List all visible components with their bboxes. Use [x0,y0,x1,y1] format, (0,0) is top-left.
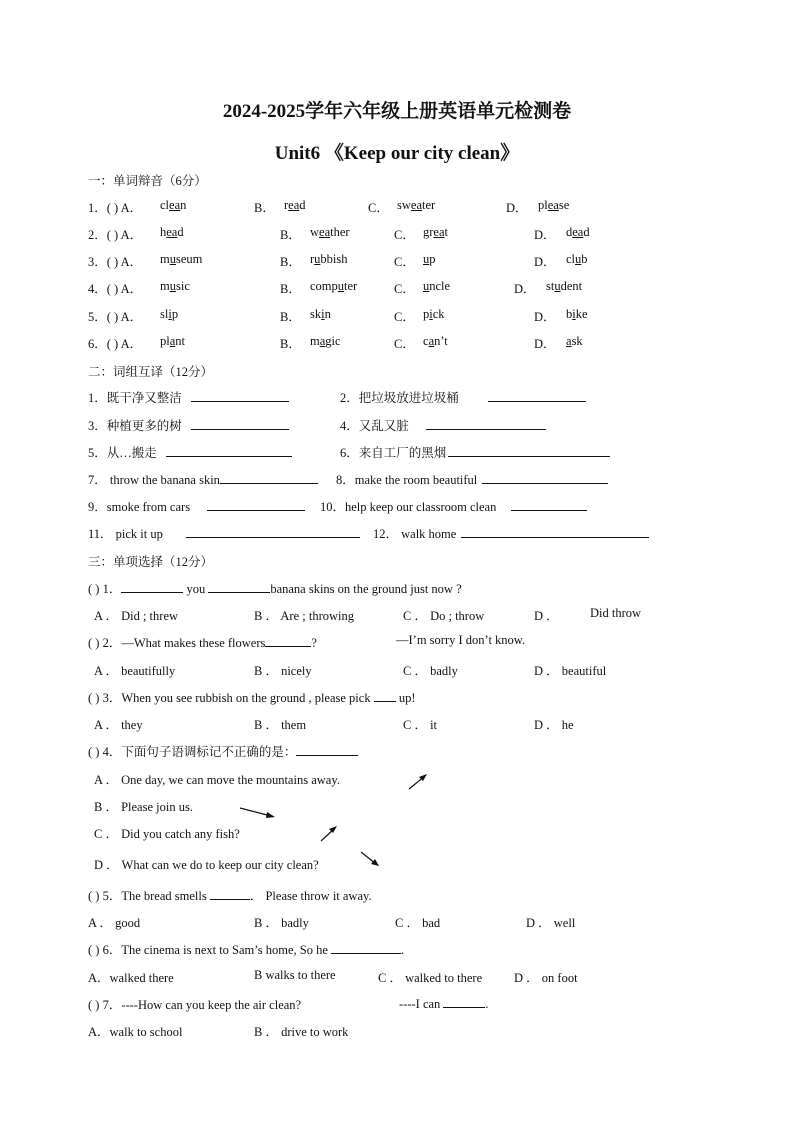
option-a-word: clean [160,198,187,212]
choice-q1-b: B ． Are ; throwing [254,609,354,623]
option-b-word: read [284,198,306,212]
question-number: 2．( ) A． [88,228,143,242]
falling-arrow-icon [358,849,382,869]
rising-arrow-icon [406,772,430,792]
option-d-word: ask [566,334,583,348]
section-1-heading: 一：单词辩音（6分） [88,174,207,188]
phrase-q3: 3．种植更多的树 [88,416,289,434]
option-b-word: weather [310,225,350,239]
choice-q2-reply: —I’m sorry I don’t know. [396,633,526,647]
choice-q7-a: A．walk to school [88,1025,183,1039]
option-a-word: head [160,225,184,239]
option-d-word: student [546,279,583,293]
option-c-label: C． [394,310,415,324]
choice-q3-c: C ． it [403,718,438,732]
option-c-label: C． [394,255,415,269]
choice-q2: ( ) 2．—What makes these flowers ? [88,636,317,650]
choice-q4-d: D ． What can we do to keep our city clean? [94,858,319,872]
option-a-word: music [160,279,190,293]
choice-q5-c: C ． bad [395,916,441,930]
option-d-word: please [538,198,570,212]
choice-q2-b: B ． nicely [254,664,312,678]
phrase-q10: 10．help keep our classroom clean [320,497,587,515]
phrase-q12: 12． walk home [373,524,649,542]
option-a-word: slip [160,307,179,321]
choice-q6-b: B walks to there [254,968,336,982]
option-b-label: B． [280,310,301,324]
choice-q4-b: B ． Please join us. [94,800,193,814]
choice-q7: ( ) 7．----How can you keep the air clean? [88,998,302,1012]
option-c-label: C． [368,201,389,215]
option-d-label: D． [506,201,528,215]
option-a-word: museum [160,252,203,266]
option-c-label: C． [394,337,415,351]
option-d-word: club [566,252,588,266]
phrase-q11: 11． pick it up [88,524,360,542]
option-c-word: great [423,225,449,239]
option-b-label: B． [280,337,301,351]
choice-q3-a: A ． they [94,718,143,732]
section-2-heading: 二：词组互译（12分） [88,365,214,379]
option-a-word: plant [160,334,186,348]
choice-q4-c: C ． Did you catch any fish? [94,827,240,841]
choice-q2-d: D ． beautiful [534,664,607,678]
choice-q4: ( ) 4．下面句子语调标记不正确的是： [88,742,358,760]
phrase-q6: 6．来自工厂的黑烟 [340,443,610,461]
choice-q1-d: Did throw [590,606,642,620]
option-d-label: D． [514,282,536,296]
choice-q5-b: B ． badly [254,916,309,930]
phrase-q1: 1．既干净又整洁 [88,388,289,406]
page-subtitle: Unit6 《Keep our city clean》 [274,143,520,164]
option-d-word: dead [566,225,590,239]
phrase-q4: 4．又乱又脏 [340,416,546,434]
option-c-word: up [423,252,436,266]
option-b-label: B． [254,201,275,215]
choice-q3-b: B ． them [254,718,307,732]
option-c-word: uncle [423,279,451,293]
question-number: 4．( ) A． [88,282,143,296]
choice-q3: ( ) 3．When you see rubbish on the ground , please pick up! [88,691,416,705]
option-c-word: can’t [423,334,448,348]
option-c-label: C． [394,282,415,296]
choice-q1-a: A ． Did ; threw [94,609,179,623]
choice-q6-d: D ． on foot [514,971,578,985]
choice-q7-b: B ． drive to work [254,1025,349,1039]
falling-arrow-icon [239,806,277,820]
phrase-q9: 9．smoke from cars [88,497,305,515]
question-number: 5．( ) A． [88,310,143,324]
option-b-word: skin [310,307,331,321]
phrase-q2: 2．把垃圾放进垃圾桶 [340,388,586,406]
choice-q6: ( ) 6．The cinema is next to Sam’s home, So he . [88,943,405,957]
section-3-heading: 三：单项选择（12分） [88,555,214,569]
question-number: 3．( ) A． [88,255,143,269]
choice-q2-c: C ． badly [403,664,458,678]
rising-arrow-icon [318,824,340,844]
choice-q1-d-label: D ． [534,609,559,623]
choice-q6-c: C ． walked to there [378,971,483,985]
choice-q5-d: D ． well [526,916,576,930]
option-b-word: rubbish [310,252,348,266]
option-c-label: C． [394,228,415,242]
option-d-label: D． [534,310,556,324]
option-c-word: sweater [397,198,436,212]
option-b-word: magic [310,334,341,348]
option-b-label: B． [280,228,301,242]
choice-q5: ( ) 5．The bread smells ． Please throw it away. [88,889,372,903]
option-c-word: pick [423,307,445,321]
choice-q6-a: A．walked there [88,971,174,985]
option-d-label: D． [534,337,556,351]
choice-q3-d: D ． he [534,718,574,732]
option-b-label: B． [280,255,301,269]
choice-q7-reply: ----I can . [399,997,489,1011]
option-d-word: bike [566,307,588,321]
phrase-q7: 7． throw the banana skin [88,470,318,488]
choice-q5-a: A ． good [88,916,141,930]
choice-q1-c: C ． Do ; throw [403,609,485,623]
choice-q4-a: A ． One day, we can move the mountains away. [94,773,340,787]
option-d-label: D． [534,228,556,242]
option-b-label: B． [280,282,301,296]
choice-q1: ( ) 1． you banana skins on the ground just now ? [88,582,462,596]
phrase-q8: 8．make the room beautiful [336,470,608,488]
phrase-q5: 5．从…搬走 [88,443,292,461]
question-number: 6．( ) A． [88,337,143,351]
question-number: 1．( ) A． [88,201,143,215]
option-b-word: computer [310,279,358,293]
choice-q2-a: A ． beautifully [94,664,176,678]
option-d-label: D． [534,255,556,269]
page-title: 2024-2025学年六年级上册英语单元检测卷 [222,101,572,122]
